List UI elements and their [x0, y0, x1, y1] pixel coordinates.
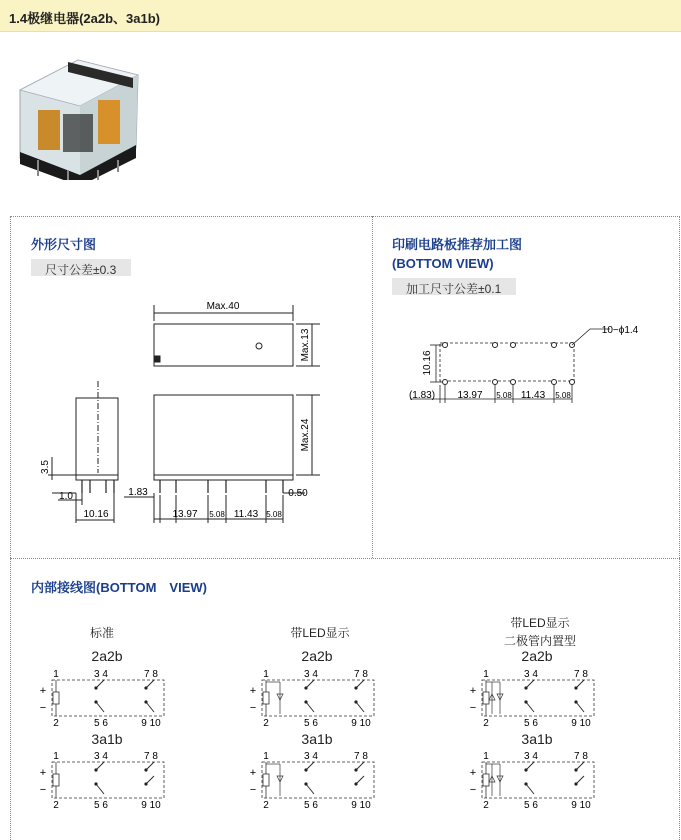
- type-2a2b-col1: 2a2b: [91, 648, 123, 664]
- pin-2: 2: [483, 800, 489, 811]
- outline-drawing: [30, 295, 360, 525]
- pcb-dim-5-08b: 5.08: [555, 391, 571, 400]
- minus-sign: −: [39, 784, 47, 796]
- wiring-diagram-3a1b-2: [248, 750, 388, 812]
- pcb-dim-5-08a: 5.08: [496, 391, 512, 400]
- col-label-led-diode-2: 二极管内置型: [503, 634, 576, 648]
- pin-7-8: 7 8: [574, 669, 588, 680]
- dim-max40: Max.40: [206, 301, 240, 312]
- dim-11-43: 11.43: [233, 509, 259, 520]
- wiring-diagram-2a2b-2: [248, 668, 388, 730]
- plus-sign: +: [39, 767, 47, 779]
- pin-9-10: 9 10: [571, 718, 591, 729]
- col-label-led-diode: 带LED显示: [510, 616, 570, 630]
- wiring-diagram-2a2b-3: [468, 668, 608, 730]
- section-title: 1.4极继电器(2a2b、3a1b): [9, 11, 160, 26]
- dim-3-5: 3.5: [40, 460, 51, 474]
- pin-3-4: 3 4: [94, 751, 108, 762]
- wiring-diagram-2a2b-1: [38, 668, 178, 730]
- dim-13-97: 13.97: [172, 509, 198, 520]
- pin-7-8: 7 8: [574, 751, 588, 762]
- dim-5-08a: 5.08: [209, 510, 225, 519]
- pin-1: 1: [483, 669, 489, 680]
- pin-3-4: 3 4: [94, 669, 108, 680]
- pcb-title: 印刷电路板推荐加工图: [392, 237, 523, 252]
- pcb-hole-dim: 10−ϕ1.4: [601, 325, 639, 336]
- wiring-title: 内部接线图(BOTTOM VIEW): [31, 580, 207, 595]
- pin-3-4: 3 4: [304, 751, 318, 762]
- dim-max24: Max.24: [300, 418, 311, 452]
- pin-9-10: 9 10: [571, 800, 591, 811]
- pcb-subtitle: (BOTTOM VIEW): [392, 256, 494, 271]
- plus-sign: +: [469, 685, 477, 697]
- pin-7-8: 7 8: [354, 669, 368, 680]
- plus-sign: +: [39, 685, 47, 697]
- pcb-dim-10-16: 10.16: [422, 350, 433, 376]
- grid-border-middle: [10, 558, 680, 559]
- pin-9-10: 9 10: [351, 718, 371, 729]
- pcb-dim-13-97: 13.97: [457, 390, 483, 401]
- col-label-led: 带LED显示: [290, 626, 350, 640]
- type-2a2b-col3: 2a2b: [521, 648, 553, 664]
- pin-1: 1: [263, 669, 269, 680]
- pin-1: 1: [53, 669, 59, 680]
- grid-border-left: [10, 216, 11, 840]
- pin-2: 2: [483, 718, 489, 729]
- pin-3-4: 3 4: [524, 751, 538, 762]
- plus-sign: +: [469, 767, 477, 779]
- type-2a2b-col2: 2a2b: [301, 648, 333, 664]
- pin-2: 2: [263, 800, 269, 811]
- pcb-dim-1-83: (1.83): [408, 390, 436, 401]
- pcb-dim-11-43: 11.43: [520, 390, 546, 401]
- pin-2: 2: [53, 718, 59, 729]
- dim-0-50: 0.50: [288, 488, 308, 499]
- type-3a1b-col2: 3a1b: [301, 731, 333, 747]
- minus-sign: −: [249, 784, 257, 796]
- dim-1-0: 1.0: [59, 491, 73, 502]
- pin-3-4: 3 4: [524, 669, 538, 680]
- plus-sign: +: [249, 767, 257, 779]
- outline-title: 外形尺寸图: [31, 237, 97, 252]
- minus-sign: −: [469, 784, 477, 796]
- pin-1: 1: [483, 751, 489, 762]
- pin-3-4: 3 4: [304, 669, 318, 680]
- col-label-standard: 标准: [89, 626, 114, 640]
- pin-9-10: 9 10: [351, 800, 371, 811]
- minus-sign: −: [39, 702, 47, 714]
- wiring-diagram-3a1b-3: [468, 750, 608, 812]
- pin-7-8: 7 8: [144, 751, 158, 762]
- pin-5-6: 5 6: [304, 718, 318, 729]
- pin-5-6: 5 6: [524, 718, 538, 729]
- pin-2: 2: [263, 718, 269, 729]
- pin-7-8: 7 8: [144, 669, 158, 680]
- grid-border-top: [10, 216, 680, 217]
- pcb-tolerance: 加工尺寸公差±0.1: [392, 278, 516, 295]
- minus-sign: −: [249, 702, 257, 714]
- pin-2: 2: [53, 800, 59, 811]
- pin-7-8: 7 8: [354, 751, 368, 762]
- pcb-drawing: [400, 315, 650, 415]
- dim-5-08b: 5.08: [266, 510, 282, 519]
- type-3a1b-col3: 3a1b: [521, 731, 553, 747]
- relay-photo: [8, 40, 143, 180]
- pin-5-6: 5 6: [304, 800, 318, 811]
- dim-max13: Max.13: [300, 328, 311, 362]
- wiring-diagram-3a1b-1: [38, 750, 178, 812]
- grid-border-right: [679, 216, 680, 840]
- outline-tolerance: 尺寸公差±0.3: [31, 259, 131, 276]
- dim-1-83: 1.83: [128, 487, 148, 498]
- pin-5-6: 5 6: [94, 800, 108, 811]
- minus-sign: −: [469, 702, 477, 714]
- pin-9-10: 9 10: [141, 718, 161, 729]
- pin-9-10: 9 10: [141, 800, 161, 811]
- dim-10-16: 10.16: [83, 509, 109, 520]
- grid-border-vertical: [372, 216, 373, 558]
- section-header: [0, 0, 681, 32]
- plus-sign: +: [249, 685, 257, 697]
- type-3a1b-col1: 3a1b: [91, 731, 123, 747]
- pin-1: 1: [263, 751, 269, 762]
- pin-5-6: 5 6: [524, 800, 538, 811]
- pin-1: 1: [53, 751, 59, 762]
- pin-5-6: 5 6: [94, 718, 108, 729]
